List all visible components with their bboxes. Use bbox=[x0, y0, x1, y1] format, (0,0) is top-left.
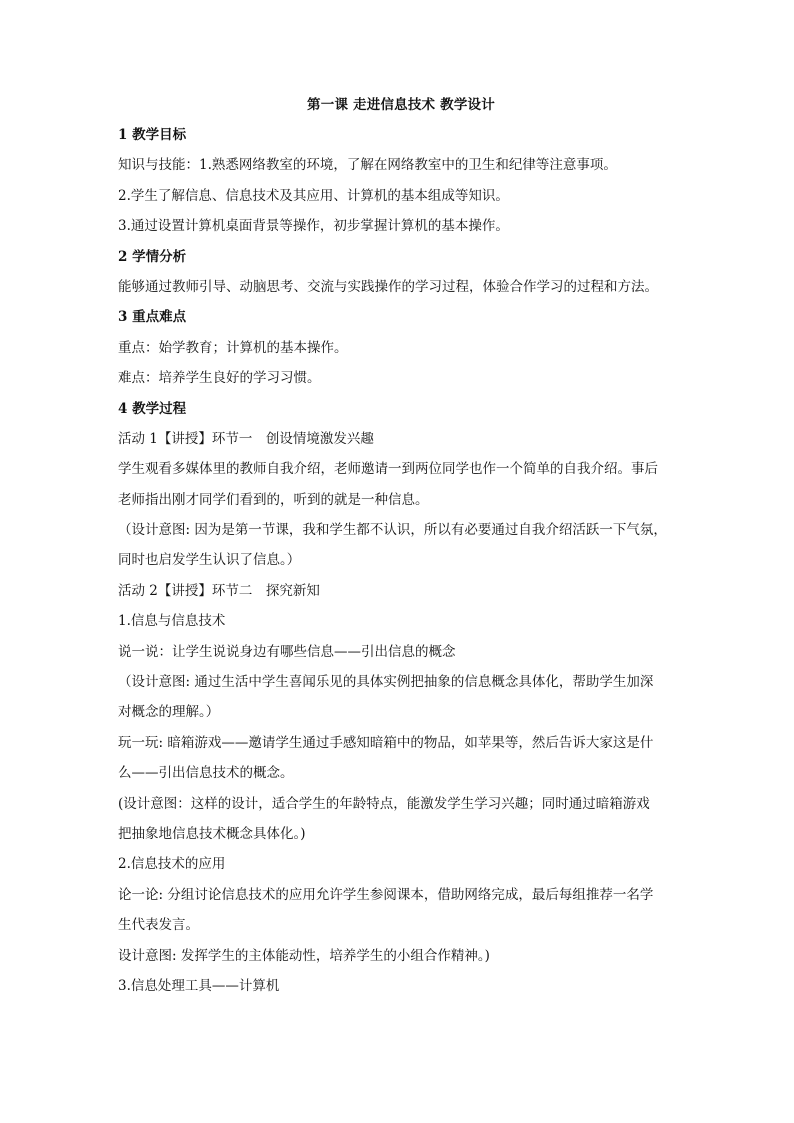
paragraph-line: 说一说：让学生说说身边有哪些信息——引出信息的概念 bbox=[118, 643, 456, 660]
document-body bbox=[118, 126, 684, 995]
section-heading: 1 教学目标 bbox=[118, 127, 187, 143]
paragraph-line: (设计意图：这样的设计，适合学生的年龄特点，能激发学生学习兴趣；同时通过暗箱游戏 bbox=[118, 795, 650, 812]
paragraph-line: （设计意图: 因为是第一节课，我和学生都不认识，所以有必要通过自我介绍活跃一下气氛， bbox=[118, 522, 667, 539]
paragraph-line: 生代表发言。 bbox=[118, 917, 199, 934]
paragraph-line: 1.信息与信息技术 bbox=[118, 613, 226, 630]
paragraph-line: 玩一玩: 暗箱游戏——邀请学生通过手感知暗箱中的物品，如苹果等，然后告诉大家这是什 bbox=[118, 734, 654, 751]
paragraph-line: 活动 1【讲授】环节一 创设情境激发兴趣 bbox=[118, 430, 374, 447]
paragraph-line: 3.通过设置计算机桌面背景等操作，初步掌握计算机的基本操作。 bbox=[118, 218, 509, 235]
paragraph-line: 学生观看多媒体里的教师自我介绍，老师邀请一到两位同学也作一个简单的自我介绍。事后 bbox=[118, 461, 658, 478]
paragraph-line: （设计意图: 通过生活中学生喜闻乐见的具体实例把抽象的信息概念具体化，帮助学生加深 bbox=[118, 674, 654, 691]
document-title: 第一课 走进信息技术 教学设计 bbox=[307, 97, 495, 113]
paragraph-line: 把抽象地信息技术概念具体化。) bbox=[118, 825, 306, 842]
paragraph-line: 2.学生了解信息、信息技术及其应用、计算机的基本组成等知识。 bbox=[118, 187, 509, 204]
paragraph-line: 老师指出刚才同学们看到的，听到的就是一种信息。 bbox=[118, 491, 429, 508]
paragraph-line: 对概念的理解。） bbox=[118, 704, 220, 721]
paragraph-line: 知识与技能：1.熟悉网络教室的环境，了解在网络教室中的卫生和纪律等注意事项。 bbox=[118, 157, 617, 174]
paragraph-line: 活动 2【讲授】环节二 探究新知 bbox=[118, 582, 320, 599]
document-page bbox=[118, 96, 684, 1007]
paragraph-line: 2.信息技术的应用 bbox=[118, 856, 226, 873]
section-heading: 3 重点难点 bbox=[118, 309, 187, 326]
paragraph-line: 么——引出信息技术的概念。 bbox=[118, 765, 294, 782]
section-heading: 4 教学过程 bbox=[118, 400, 187, 417]
paragraph-line: 难点：培养学生良好的学习习惯。 bbox=[118, 370, 321, 387]
paragraph-line: 论一论: 分组讨论信息技术的应用允许学生参阅课本，借助网络完成，最后每组推荐一名学 bbox=[118, 886, 654, 903]
paragraph-line: 3.信息处理工具——计算机 bbox=[118, 977, 280, 994]
section-heading: 2 学情分析 bbox=[118, 248, 187, 265]
paragraph-line: 设计意图: 发挥学生的主体能动性，培养学生的小组合作精神。) bbox=[118, 947, 490, 964]
paragraph-line: 能够通过教师引导、动脑思考、交流与实践操作的学习过程，体验合作学习的过程和方法。 bbox=[118, 278, 658, 295]
paragraph-line: 重点：始学教育；计算机的基本操作。 bbox=[118, 339, 348, 356]
paragraph-line: 同时也启发学生认识了信息。） bbox=[118, 552, 301, 569]
